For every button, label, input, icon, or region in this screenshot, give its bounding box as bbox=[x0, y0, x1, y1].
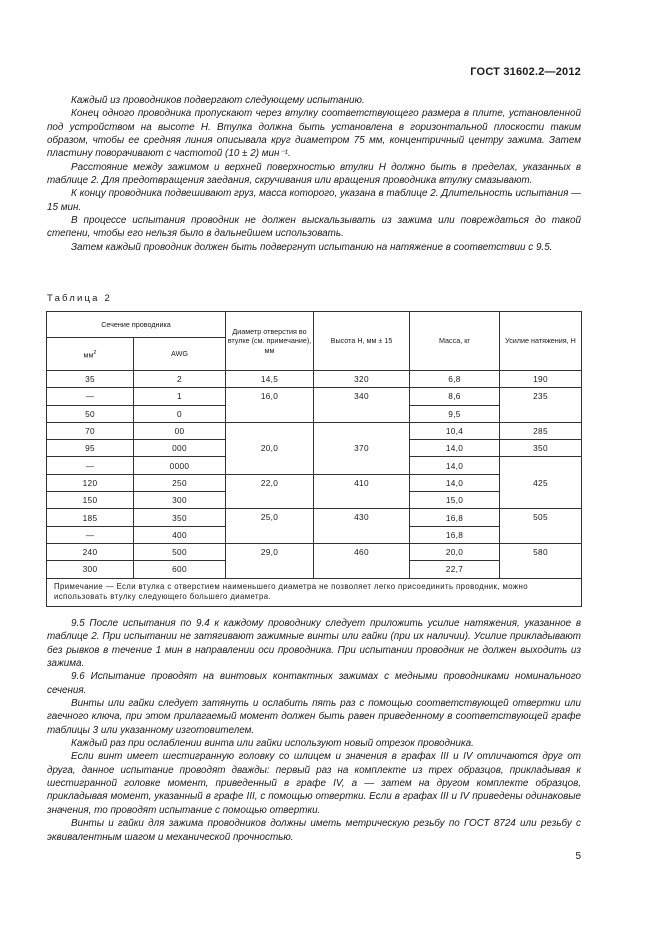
page-number: 5 bbox=[575, 851, 581, 862]
cell-mm2: 70 bbox=[47, 422, 134, 439]
header-diameter: Диаметр отверстия во втулке (см. примечание), мм bbox=[226, 312, 314, 371]
header-height: Высота H, мм ± 15 bbox=[314, 312, 410, 371]
cell-mm2: — bbox=[47, 388, 134, 405]
header-awg: AWG bbox=[134, 338, 226, 371]
cell-mm2: 185 bbox=[47, 509, 134, 526]
cell-mm2: 35 bbox=[47, 371, 134, 388]
cell-height: 430 bbox=[314, 509, 410, 544]
cell-mm2: — bbox=[47, 457, 134, 474]
table-note: Примечание — Если втулка с отверстием наименьшего диаметра не позволяет легко присоединить проводник, можно использовать втулку следующего большего диаметра. bbox=[47, 578, 582, 606]
cell-force: 190 bbox=[500, 371, 582, 388]
conductor-test-table bbox=[46, 311, 582, 607]
document-code: ГОСТ 31602.2—2012 bbox=[470, 66, 581, 78]
cell-mass: 16,8 bbox=[410, 526, 500, 543]
cell-awg: 400 bbox=[134, 526, 226, 543]
paragraph: Каждый раз при ослаблении винта или гайки используют новый отрезок проводника. bbox=[71, 738, 474, 750]
cell-diameter: 16,0 bbox=[226, 388, 314, 423]
cell-awg: 600 bbox=[134, 561, 226, 578]
paragraph: Затем каждый проводник должен быть подвергнут испытанию на натяжение в соответствии с 9.5. bbox=[71, 241, 553, 253]
cell-mm2: 300 bbox=[47, 561, 134, 578]
cell-awg: 1 bbox=[134, 388, 226, 405]
paragraph: Расстояние между зажимом и верхней поверхностью втулки H должно быть в пределах, указанных в таблице 2. Для предотвращения заедания, скручивания или вращения проводника втулку смазывают. bbox=[47, 161, 581, 187]
cell-force: 580 bbox=[500, 543, 582, 578]
cell-mm2: 240 bbox=[47, 543, 134, 560]
cell-awg: 000 bbox=[134, 440, 226, 457]
paragraph: Винты или гайки следует затянуть и ослабить пять раз с помощью соответствующей отвертки или гаечного ключа, при этом прилагаемый момент должен быть равен приведенному в соответствующей графе таблицы 3 или указанному изготовителем. bbox=[47, 698, 581, 736]
paragraph: В процессе испытания проводник не должен выскальзывать из зажима или повреждаться до такой степени, чтобы его нельзя было в дальнейшем использовать. bbox=[47, 215, 581, 240]
cell-diameter: 20,0 bbox=[226, 422, 314, 474]
cell-diameter: 22,0 bbox=[226, 474, 314, 509]
cell-mm2: 120 bbox=[47, 474, 134, 491]
cell-mass: 14,0 bbox=[410, 457, 500, 474]
body-text-top bbox=[47, 94, 581, 254]
cell-force: 505 bbox=[500, 509, 582, 544]
paragraph: 9.6 Испытание проводят на винтовых контактных зажимах с медными проводниками номинального сечения. bbox=[47, 671, 581, 696]
cell-awg: 0 bbox=[134, 405, 226, 422]
cell-height: 460 bbox=[314, 543, 410, 578]
cell-awg: 2 bbox=[134, 371, 226, 388]
paragraph: 9.5 После испытания по 9.4 к каждому проводнику следует приложить усилие натяжения, указанное в таблице 2. При испытании не затягивают зажимные винты или гайки (при их наличии). Усилие прикладывают без рывков в течение 1 мин в направлении оси проводника. При испытании проводник не должен выходить из зажима. bbox=[47, 618, 581, 670]
cell-mass: 6,8 bbox=[410, 371, 500, 388]
header-mm2: $мм^2$ bbox=[47, 338, 134, 371]
cell-mass: 15,0 bbox=[410, 492, 500, 509]
cell-force: 285 bbox=[500, 422, 582, 439]
cell-height: 410 bbox=[314, 474, 410, 509]
cell-diameter: 25,0 bbox=[226, 509, 314, 544]
cell-awg: 350 bbox=[134, 509, 226, 526]
cell-mm2: — bbox=[47, 526, 134, 543]
cell-diameter: 14,5 bbox=[226, 371, 314, 388]
cell-mass: 9,5 bbox=[410, 405, 500, 422]
cell-diameter: 29,0 bbox=[226, 543, 314, 578]
cell-awg: 250 bbox=[134, 474, 226, 491]
header-section: Сечение проводника bbox=[47, 312, 226, 338]
cell-mm2: 150 bbox=[47, 492, 134, 509]
cell-force: 350 bbox=[500, 440, 582, 457]
cell-mass: 8,6 bbox=[410, 388, 500, 405]
paragraph: Винты и гайки для зажима проводников должны иметь метрическую резьбу по ГОСТ 8724 или резьбу с эквивалентным шагом и механической прочностью. bbox=[47, 818, 581, 843]
cell-force: 425 bbox=[500, 457, 582, 509]
cell-awg: 00 bbox=[134, 422, 226, 439]
cell-mass: 20,0 bbox=[410, 543, 500, 560]
cell-height: 370 bbox=[314, 422, 410, 474]
paragraph: Конец одного проводника пропускают через втулку соответствующего размера в плите, установленной под устройством на высоте H. Втулка должна быть установлена в горизонтальной плоскости таким образом, чтобы ее средняя линия описывала круг диаметром 75 мм, концентричный центру зажима. Затем пластину поворачивают с частотой (10 ± 2) мин⁻¹. bbox=[47, 108, 581, 160]
cell-mm2: 95 bbox=[47, 440, 134, 457]
cell-mass: 10,4 bbox=[410, 422, 500, 439]
cell-awg: 0000 bbox=[134, 457, 226, 474]
body-text-bottom bbox=[47, 617, 581, 844]
cell-mass: 22,7 bbox=[410, 561, 500, 578]
paragraph: Если винт имеет шестигранную головку со шлицем и значения в графах III и IV отличаются друг от друга, данное испытание проводят дважды: первый раз на комплекте из трех образцов, прикладывая к шестигранной головке момент, приведенный в графе IV, а — затем на другом комплекте образцов, прикладывая момент, указанный в графе III, с помощью отвертки. Если в графах III и IV приведены одинаковые значения, то проводят испытание с помощью отвертки. bbox=[47, 751, 581, 816]
paragraph: К концу проводника подвешивают груз, масса которого, указана в таблице 2. Длительность испытания — 15 мин. bbox=[47, 188, 581, 213]
cell-mass: 14,0 bbox=[410, 474, 500, 491]
paragraph: Каждый из проводников подвергают следующему испытанию. bbox=[71, 95, 365, 106]
table-caption: Таблица 2 bbox=[47, 293, 112, 304]
cell-mass: 16,8 bbox=[410, 509, 500, 526]
cell-height: 320 bbox=[314, 371, 410, 388]
cell-mm2: 50 bbox=[47, 405, 134, 422]
cell-awg: 300 bbox=[134, 492, 226, 509]
cell-force: 235 bbox=[500, 388, 582, 423]
cell-mass: 14,0 bbox=[410, 440, 500, 457]
cell-height: 340 bbox=[314, 388, 410, 423]
header-mass: Масса, кг bbox=[410, 312, 500, 371]
cell-awg: 500 bbox=[134, 543, 226, 560]
header-force: Усилие натяжения, Н bbox=[500, 312, 582, 371]
